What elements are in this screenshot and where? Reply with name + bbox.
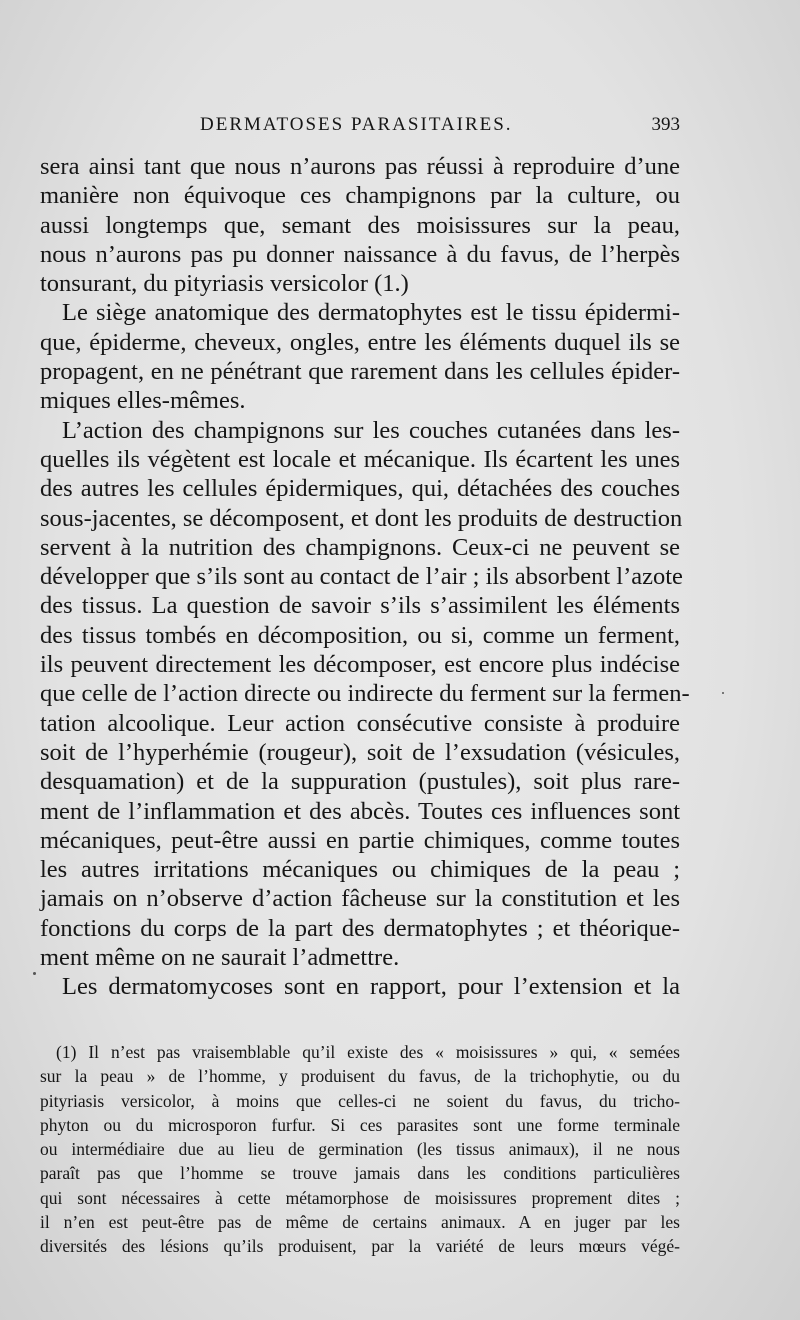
paragraph-2 xyxy=(40,298,680,415)
paragraph-1 xyxy=(40,152,680,298)
text-line: tation alcoolique. Leur action consécutive consiste à produire xyxy=(40,709,680,737)
text-line: tonsurant, du pityriasis versicolor (1.) xyxy=(40,270,409,298)
text-line: ils peuvent directement les décomposer, est encore plus indécise xyxy=(40,651,680,679)
footnote xyxy=(40,1040,680,1259)
paper-speck xyxy=(33,972,36,975)
footnote-line: ou intermédiaire due au lieu de germination (les tissus animaux), il ne nous xyxy=(40,1139,680,1160)
text-line: nous n’aurons pas pu donner naissance à du favus, de l’herpès xyxy=(40,240,680,268)
footnote-line: (1) Il n’est pas vraisemblable qu’il existe des « moisissures » qui, « semées xyxy=(56,1042,680,1062)
text-line: propagent, en ne pénétrant que rarement dans les cellules épider- xyxy=(40,358,680,386)
text-line: sera ainsi tant que nous n’aurons pas réussi à reproduire d’une xyxy=(40,153,680,180)
paragraph-3 xyxy=(40,416,690,973)
text-line: les autres irritations mécaniques ou chimiques de la peau ; xyxy=(40,856,680,884)
text-line: quelles ils végètent est locale et mécanique. Ils écartent les unes xyxy=(40,445,680,473)
body-text xyxy=(40,152,690,1002)
footnote-line: diversités des lésions qu’ils produisent, par la variété de leurs mœurs végé- xyxy=(40,1236,680,1257)
text-line: des tissus. La question de savoir s’ils s’assimilent les éléments xyxy=(40,592,680,620)
text-line: Les dermatomycoses sont en rapport, pour l’extension et la xyxy=(62,973,680,1001)
text-line: des autres les cellules épidermiques, qui, détachées des couches xyxy=(40,475,680,503)
footnote-line: pityriasis versicolor, à moins que celles-ci ne soient du favus, du tricho- xyxy=(40,1090,680,1111)
text-line: jamais on n’observe d’action fâcheuse sur la constitution et les xyxy=(40,885,680,913)
text-line: L’action des champignons sur les couches cutanées dans les- xyxy=(62,416,680,444)
page-header xyxy=(40,114,680,140)
text-line: servent à la nutrition des champignons. Ceux-ci ne peuvent se xyxy=(40,533,680,561)
footnote-line: sur la peau » de l’homme, y produisent du favus, de la trichophytie, ou du xyxy=(40,1066,680,1087)
footnote-line: il n’en est peut-être pas de même de certains animaux. A en juger par les xyxy=(40,1212,680,1233)
text-line: mécaniques, peut-être aussi en partie chimiques, comme toutes xyxy=(40,826,680,854)
text-line: que celle de l’action directe ou indirecte du ferment sur la fermen- xyxy=(40,680,690,708)
text-line: ment de l’inflammation et des abcès. Toutes ces influences sont xyxy=(40,797,680,825)
text-line: sous-jacentes, se décomposent, et dont les produits de destruction xyxy=(40,504,683,532)
text-line: ment même on ne saurait l’admettre. xyxy=(40,944,400,972)
text-line: soit de l’hyperhémie (rougeur), soit de l’exsudation (vésicules, xyxy=(40,738,680,766)
text-line: Le siège anatomique des dermatophytes est le tissu épidermi- xyxy=(62,299,680,327)
footnote-line: qui sont nécessaires à cette métamorphose de moisissures proprement dites ; xyxy=(40,1187,680,1208)
text-line: des tissus tombés en décomposition, ou si, comme un ferment, xyxy=(40,621,680,649)
running-head: DERMATOSES PARASITAIRES. xyxy=(200,114,513,135)
text-line: que, épiderme, cheveux, ongles, entre les éléments duquel ils se xyxy=(40,328,680,356)
text-line: aussi longtemps que, semant des moisissures sur la peau, xyxy=(40,211,680,239)
text-line: développer que s’ils sont au contact de l’air ; ils absorbent l’azote xyxy=(40,563,683,591)
footnote-line: phyton ou du microsporon furfur. Si ces parasites sont une forme terminale xyxy=(40,1114,680,1135)
paragraph-4 xyxy=(40,972,680,1001)
text-line: fonctions du corps de la part des dermatophytes ; et théorique- xyxy=(40,914,680,942)
text-line: miques elles-mêmes. xyxy=(40,387,246,415)
paper-speck xyxy=(722,692,724,694)
text-line: desquamation) et de la suppuration (pustules), soit plus rare- xyxy=(40,768,680,796)
footnote-line: paraît pas que l’homme se trouve jamais dans les conditions particulières xyxy=(40,1163,680,1184)
page-number: 393 xyxy=(651,114,680,135)
text-line: manière non équivoque ces champignons par la culture, ou xyxy=(40,182,680,210)
